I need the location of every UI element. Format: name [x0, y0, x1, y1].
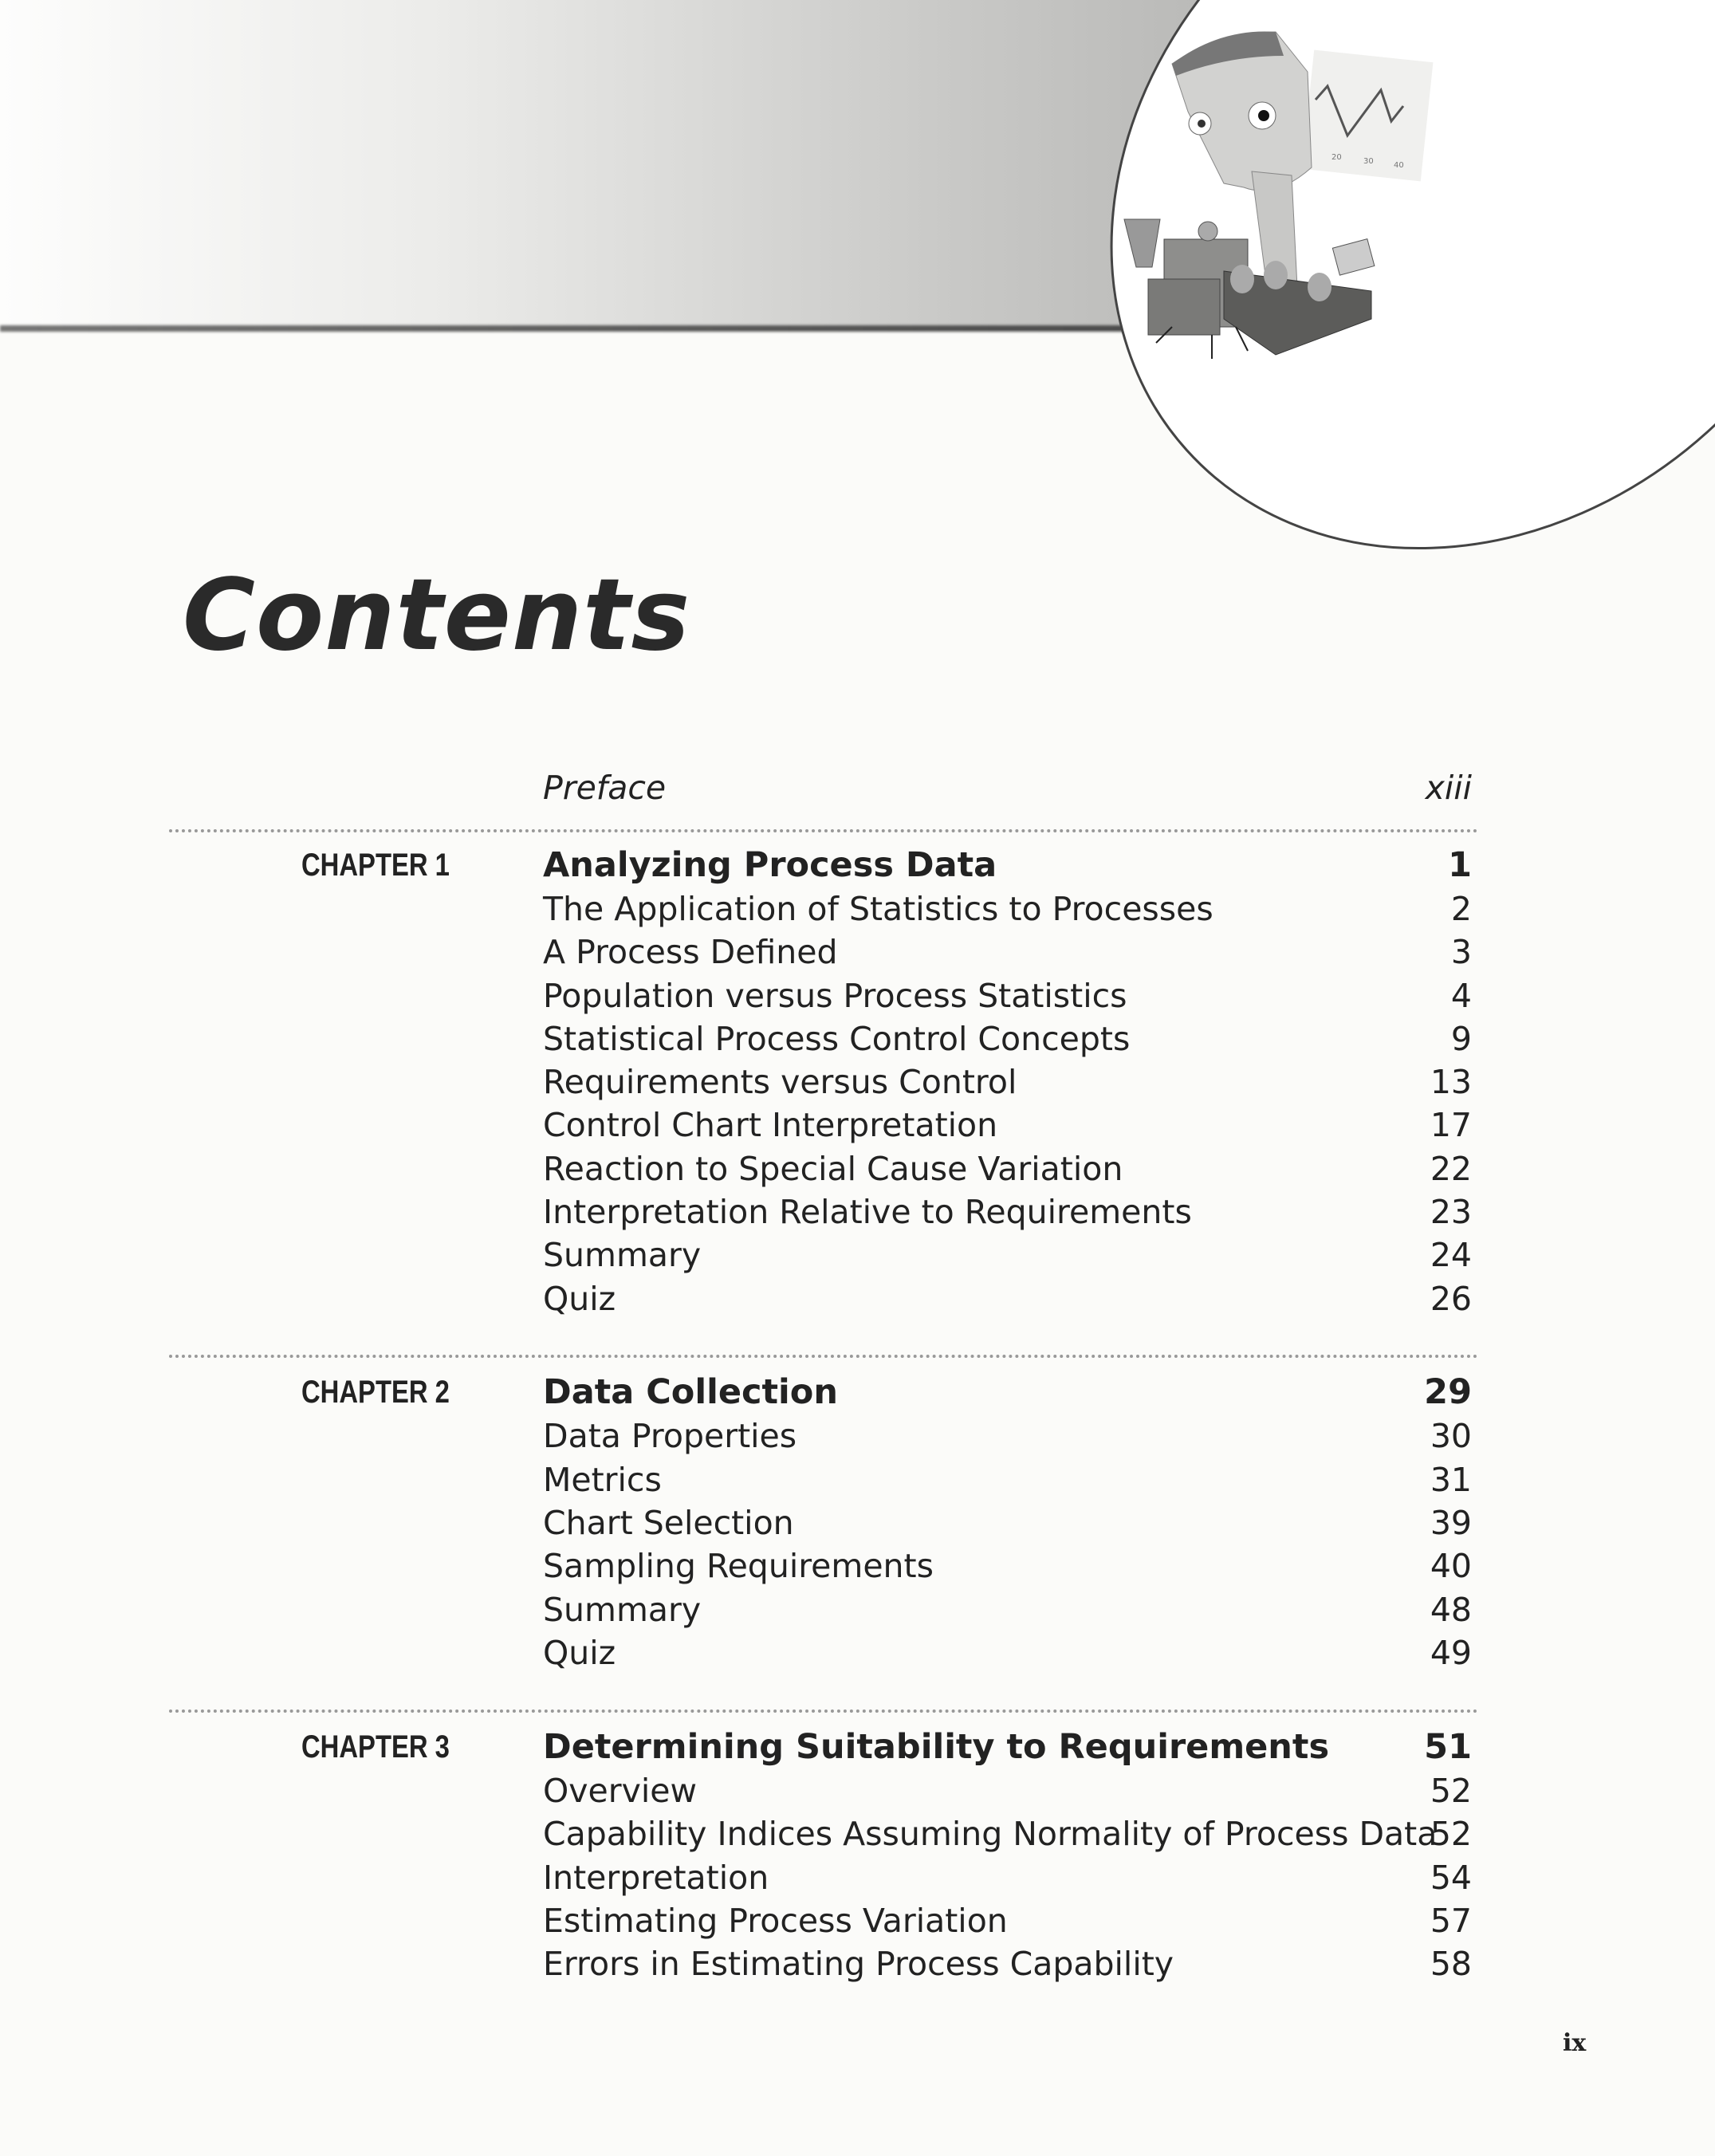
entry-page: 52 [1430, 1815, 1472, 1853]
svg-text:20: 20 [1331, 153, 1342, 162]
toc-entry[interactable] [0, 1769, 1715, 1812]
divider [169, 1355, 1478, 1358]
chapter-page: 51 [1424, 1727, 1472, 1767]
entry-page: 31 [1430, 1461, 1472, 1499]
toc-entry[interactable] [0, 1544, 1715, 1587]
entry-page: 13 [1430, 1063, 1472, 1101]
toc-entry[interactable] [0, 1414, 1715, 1458]
toc-entry[interactable] [0, 887, 1715, 930]
preface-page: xiii [1425, 769, 1472, 807]
entry-page: 9 [1450, 1020, 1472, 1058]
entry-title: A Process Defined [543, 933, 838, 971]
entry-title: Overview [543, 1772, 698, 1810]
entry-page: 57 [1430, 1902, 1472, 1940]
entry-page: 39 [1430, 1504, 1472, 1542]
entry-title: Errors in Estimating Process Capability [543, 1945, 1174, 1983]
chapter-page: 1 [1448, 845, 1472, 885]
entry-title: Chart Selection [543, 1504, 794, 1542]
toc-chapter-2[interactable] [0, 1371, 1715, 1414]
entry-title: Interpretation Relative to Requirements [543, 1193, 1192, 1231]
entry-title: Estimating Process Variation [543, 1902, 1008, 1940]
entry-title: Quiz [543, 1280, 616, 1318]
toc-entry[interactable] [0, 1458, 1715, 1501]
entry-page: 4 [1450, 977, 1472, 1015]
entry-page: 49 [1430, 1634, 1472, 1672]
entry-title: Sampling Requirements [543, 1547, 934, 1585]
preface-title: Preface [543, 769, 667, 807]
toc-entry[interactable] [0, 1147, 1715, 1190]
chapter-label: CHAPTER 2 [301, 1375, 450, 1410]
toc-entry-preface[interactable] [0, 766, 1715, 809]
entry-page: 26 [1430, 1280, 1472, 1318]
chart-card-icon [1302, 50, 1434, 182]
toc-entry[interactable] [0, 1017, 1715, 1060]
entry-page: 24 [1430, 1236, 1472, 1274]
entry-title: Metrics [543, 1461, 662, 1499]
toc-entry[interactable] [0, 974, 1715, 1017]
toc-entry[interactable] [0, 1588, 1715, 1631]
chapter-title: Data Collection [543, 1372, 838, 1412]
page-number: ix [1563, 2029, 1587, 2057]
entry-page: 30 [1430, 1417, 1472, 1455]
entry-title: Capability Indices Assuming Normality of Process Data [543, 1815, 1438, 1853]
chapter-title: Analyzing Process Data [543, 845, 997, 885]
entry-page: 3 [1450, 933, 1472, 971]
entry-page: 22 [1430, 1150, 1472, 1188]
toc-chapter-1[interactable] [0, 844, 1715, 887]
chapter-label: CHAPTER 1 [301, 848, 450, 883]
svg-text:40: 40 [1394, 161, 1404, 170]
divider [169, 1709, 1478, 1713]
entry-title: Data Properties [543, 1417, 797, 1455]
page-title: Contents [183, 558, 691, 673]
entry-page: 54 [1430, 1859, 1472, 1897]
entry-title: Requirements versus Control [543, 1063, 1017, 1101]
chapter-page: 29 [1424, 1372, 1472, 1412]
entry-page: 52 [1430, 1772, 1472, 1810]
toc-entry[interactable] [0, 1233, 1715, 1277]
entry-page: 48 [1430, 1591, 1472, 1629]
chapter-title: Determining Suitability to Requirements [543, 1727, 1330, 1767]
toc-entry[interactable] [0, 1104, 1715, 1147]
chapter-label: CHAPTER 3 [301, 1729, 450, 1765]
toc-entry[interactable] [0, 1856, 1715, 1899]
entry-page: 40 [1430, 1547, 1472, 1585]
entry-title: Summary [543, 1591, 702, 1629]
entry-title: Statistical Process Control Concepts [543, 1020, 1131, 1058]
entry-title: The Application of Statistics to Processes [543, 890, 1213, 928]
toc-entry[interactable] [0, 1942, 1715, 1985]
toc-entry[interactable] [0, 1812, 1715, 1855]
chapter-illustration [1036, 0, 1715, 638]
entry-title: Summary [543, 1236, 702, 1274]
toc-entry[interactable] [0, 1631, 1715, 1674]
toc-entry[interactable] [0, 1899, 1715, 1942]
entry-title: Interpretation [543, 1859, 769, 1897]
entry-title: Reaction to Special Cause Variation [543, 1150, 1123, 1188]
entry-page: 17 [1430, 1106, 1472, 1144]
toc-chapter-3[interactable] [0, 1725, 1715, 1768]
entry-page: 23 [1430, 1193, 1472, 1231]
toc-entry[interactable] [0, 1060, 1715, 1104]
toc-entry[interactable] [0, 1190, 1715, 1233]
entry-title: Quiz [543, 1634, 616, 1672]
svg-text:30: 30 [1363, 157, 1374, 166]
entry-page: 2 [1450, 890, 1472, 928]
divider [169, 829, 1478, 832]
entry-title: Population versus Process Statistics [543, 977, 1127, 1015]
entry-title: Control Chart Interpretation [543, 1106, 998, 1144]
entry-page: 58 [1430, 1945, 1472, 1983]
toc-entry[interactable] [0, 1501, 1715, 1544]
toc-entry[interactable] [0, 1277, 1715, 1320]
toc-entry[interactable] [0, 930, 1715, 974]
